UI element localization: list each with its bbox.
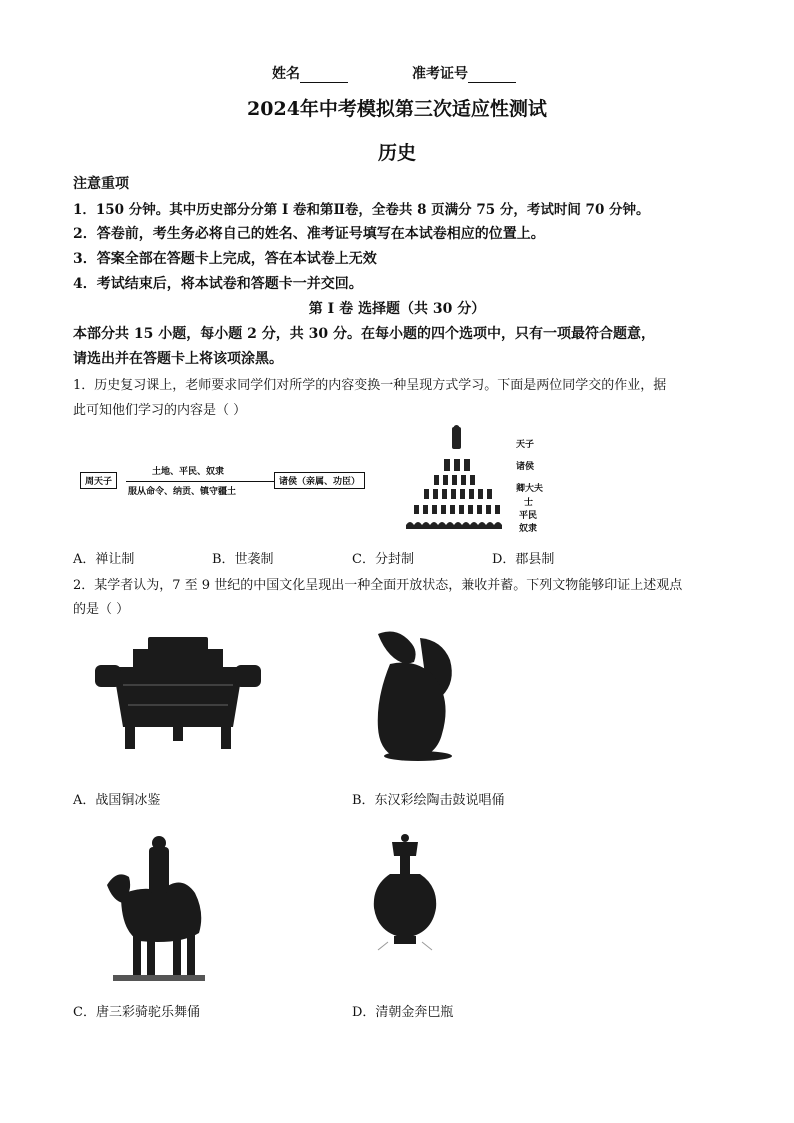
section-title: 第 I 卷 选择题（共 30 分） [308,301,486,317]
notice-item-3: 3．答案全部在答题卡上完成，答在本试卷上无效 [73,251,377,267]
notice-item-4: 4．考试结束后，将本试卷和答题卡一并交回。 [73,276,363,292]
hierarchy-pyramid [400,425,560,535]
q2-stem-line2: 的是（ ） [73,602,130,617]
q1-option-b: B．世袭制 [212,552,274,567]
exam-id-field [412,63,516,83]
relation-line [126,481,274,482]
pyramid-label-pingmin: 平民 [519,511,538,521]
q2-option-d: D．清朝金奔巴瓶 [352,1005,454,1020]
name-blank [300,68,348,83]
drummer-storyteller-figurine-image [368,628,468,767]
pyramid-label-zhuhou: 诸侯 [516,462,535,472]
q1-option-a: A．禅让制 [73,552,135,567]
q2-option-c: C．唐三彩骑驼乐舞俑 [73,1005,200,1020]
name-label: 姓名 [272,66,300,82]
q2-option-a: A．战国铜冰鉴 [73,793,161,808]
grant-text: 土地、平民、奴隶 [152,467,225,477]
pyramid-figures-icon [400,425,510,535]
vassal-box: 诸侯（亲属、功臣） [274,472,365,489]
exam-id-label: 准考证号 [412,66,468,82]
notice-item-1: 1．150 分钟。其中历史部分分第 I 卷和第Ⅱ卷，全卷共 8 页满分 75 分，考试时间 70 分钟。 [73,202,650,218]
section-intro-line2: 请选出并在答题卡上将该项涂黑。 [73,351,283,367]
q1-option-d: D．郡县制 [492,552,555,567]
notice-heading: 注意重项 [73,176,129,192]
duty-text: 服从命令、纳贡、镇守疆土 [128,487,237,497]
page-title: 2024年中考模拟第三次适应性测试 [247,98,547,120]
pyramid-label-shi: 士 [524,498,534,508]
gold-benba-vase-image [370,832,440,956]
q2-option-b: B．东汉彩绘陶击鼓说唱俑 [352,793,505,808]
section-intro-line1: 本部分共 15 小题，每小题 2 分，共 30 分。在每小题的四个选项中，只有一项最符合题意， [73,326,655,342]
name-field [272,63,348,83]
pyramid-label-nuli: 奴隶 [519,524,538,534]
pyramid-label-qingdafu: 卿大夫 [516,484,544,494]
zhou-king-box: 周天子 [80,472,117,489]
pyramid-label-tianzi: 天子 [516,440,535,450]
subject-title: 历史 [377,142,416,164]
q2-stem-line1: 2．某学者认为，7 至 9 世纪的中国文化呈现出一种全面开放状态，兼收并蓄。下列文物能够印证上述观点 [73,578,683,593]
feudal-relation-diagram [80,460,380,500]
camel-musicians-figurine-image [103,835,208,989]
q1-stem-line1: 1．历史复习课上，老师要求同学们对所学的内容变换一种呈现方式学习。下面是两位同学交的作业，据 [73,378,667,393]
q1-stem-line2: 此可知他们学习的内容是（ ） [73,403,247,418]
q1-option-c: C．分封制 [352,552,414,567]
exam-id-blank [468,68,516,83]
notice-item-2: 2．答卷前，考生务必将自己的姓名、准考证号填写在本试卷相应的位置上。 [73,226,545,242]
bronze-ice-vessel-image [93,635,263,759]
